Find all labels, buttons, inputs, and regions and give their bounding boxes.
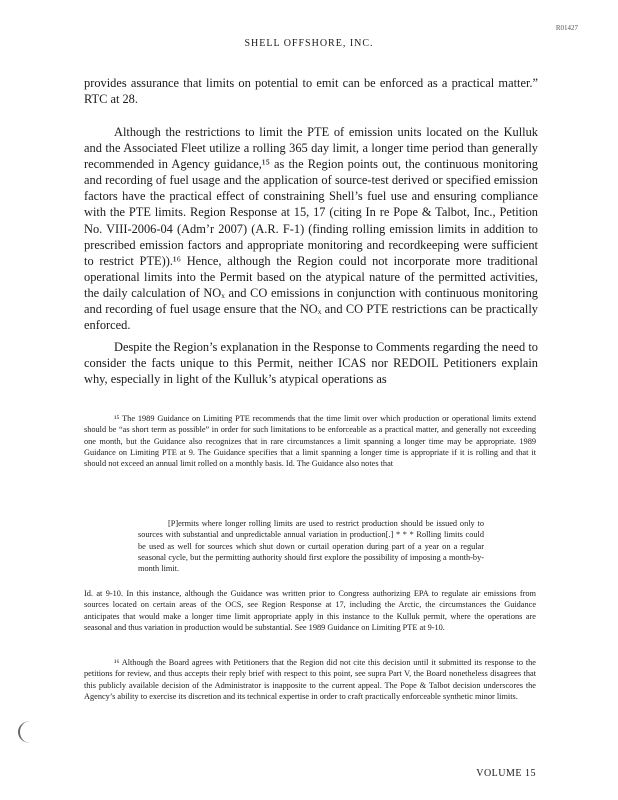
paragraph-2: [84, 124, 538, 333]
paragraph-3: [84, 339, 538, 387]
footnote-text: ¹⁶ Although the Board agrees with Petitioners that the Region did not cite this decision until it submitted its response to the petitions for review, and thus accepts their reply brief with respect to this point, see supra Part V, the Board nonetheless disagrees that this publicly available decision of the Administrator is inapposite to the current appeal. The Pope & Talbot decision underscores the Agency’s ability to exercise its discretion and its technical expertise in order to craft practically enforceable synthetic minor limits.: [84, 658, 536, 701]
footnote-15: [84, 413, 536, 469]
footnote-text: Id. at 9-10. In this instance, although the Guidance was written prior to Congress authorizing EPA to regulate air emissions from sources located on certain areas of the OCS, see Region Response at 17, including the Arctic, the circumstances the Guidance anticipates that would make a longer time limit appropriate apply in this instance to the Kulluk permit, where the operations are seasonal and thus variation in production would be substantial. See 1989 Guidance on Limiting PTE at 9-10.: [84, 589, 536, 632]
footnote-text: ¹⁵ The 1989 Guidance on Limiting PTE recommends that the time limit over which production or operational limits extend should be “as short term as possible” in order for such limitations to be enforceable as a practical matter, and generally not exceeding one month, but the Guidance also recognizes that in rare circumstances a limit spanning a longer time may be appropriate. 1989 Guidance on Limiting PTE at 9. The Guidance specifies that a limit spanning a longer time is appropriate if it is rolling and that it should not exceed an annual limit rolled on a monthly basis. Id. The Guidance also notes that: [84, 414, 536, 469]
scan-artifact: [18, 721, 42, 743]
footnote-quote-text: [P]ermits where longer rolling limits are used to restrict production should be issued only to sources with substantial and unpredictable annual variation in production[.] * * * Rolling limits could be used as well for sources which shut down or curtail operation during part of a year on a regular seasonal cycle, but the permitting authority should first explore the possibility of imposing a month-by-month limit.: [138, 519, 484, 574]
footnote-15-block-quote: [138, 518, 484, 574]
footnote-16: [84, 657, 536, 702]
footnote-15-continued: [84, 588, 536, 633]
paragraph-text: Although the restrictions to limit the PTE of emission units located on the Kulluk and the Associated Fleet utilize a rolling 365 day limit, a longer time period than generally recommended in Agency guidance,¹⁵ as the Region points out, the continuous monitoring and recording of fuel usage and the application of source-test derived or specified emission factors have the practical effect of constraining Shell’s fuel use and ensuring compliance with the PTE limits. Region Response at 15, 17 (citing In re Pope & Talbot, Inc., Petition No. VIII-2006-04 (Adm’r 2007) (A.R. F-1) (finding rolling emission limits in addition to prescribed emission factors and appropriate monitoring and recordkeeping were sufficient to restrict PTE)).¹⁶ Hence, although the Region could not incorporate more traditional operational limits into the Permit based on the atypical nature of the permitted activities, the daily calculation of NOₓ and CO emissions in conjunction with continuous monitoring and recording of fuel usage ensure that the NOₓ and CO PTE restrictions can be practically enforced.: [84, 125, 538, 333]
running-header: SHELL OFFSHORE, INC.: [244, 38, 374, 49]
paragraph-1: [84, 75, 538, 107]
paragraph-text: Despite the Region’s explanation in the Response to Comments regarding the need to consider the facts unique to this Permit, neither ICAS nor REDOIL Petitioners explain why, especially in light of the Kulluk’s atypical operations as: [84, 340, 538, 387]
running-footer: VOLUME 15: [476, 768, 536, 779]
paragraph-text: provides assurance that limits on potential to emit can be enforced as a practical matter.” RTC at 28.: [84, 76, 538, 107]
page-stamp: R01427: [555, 24, 578, 32]
